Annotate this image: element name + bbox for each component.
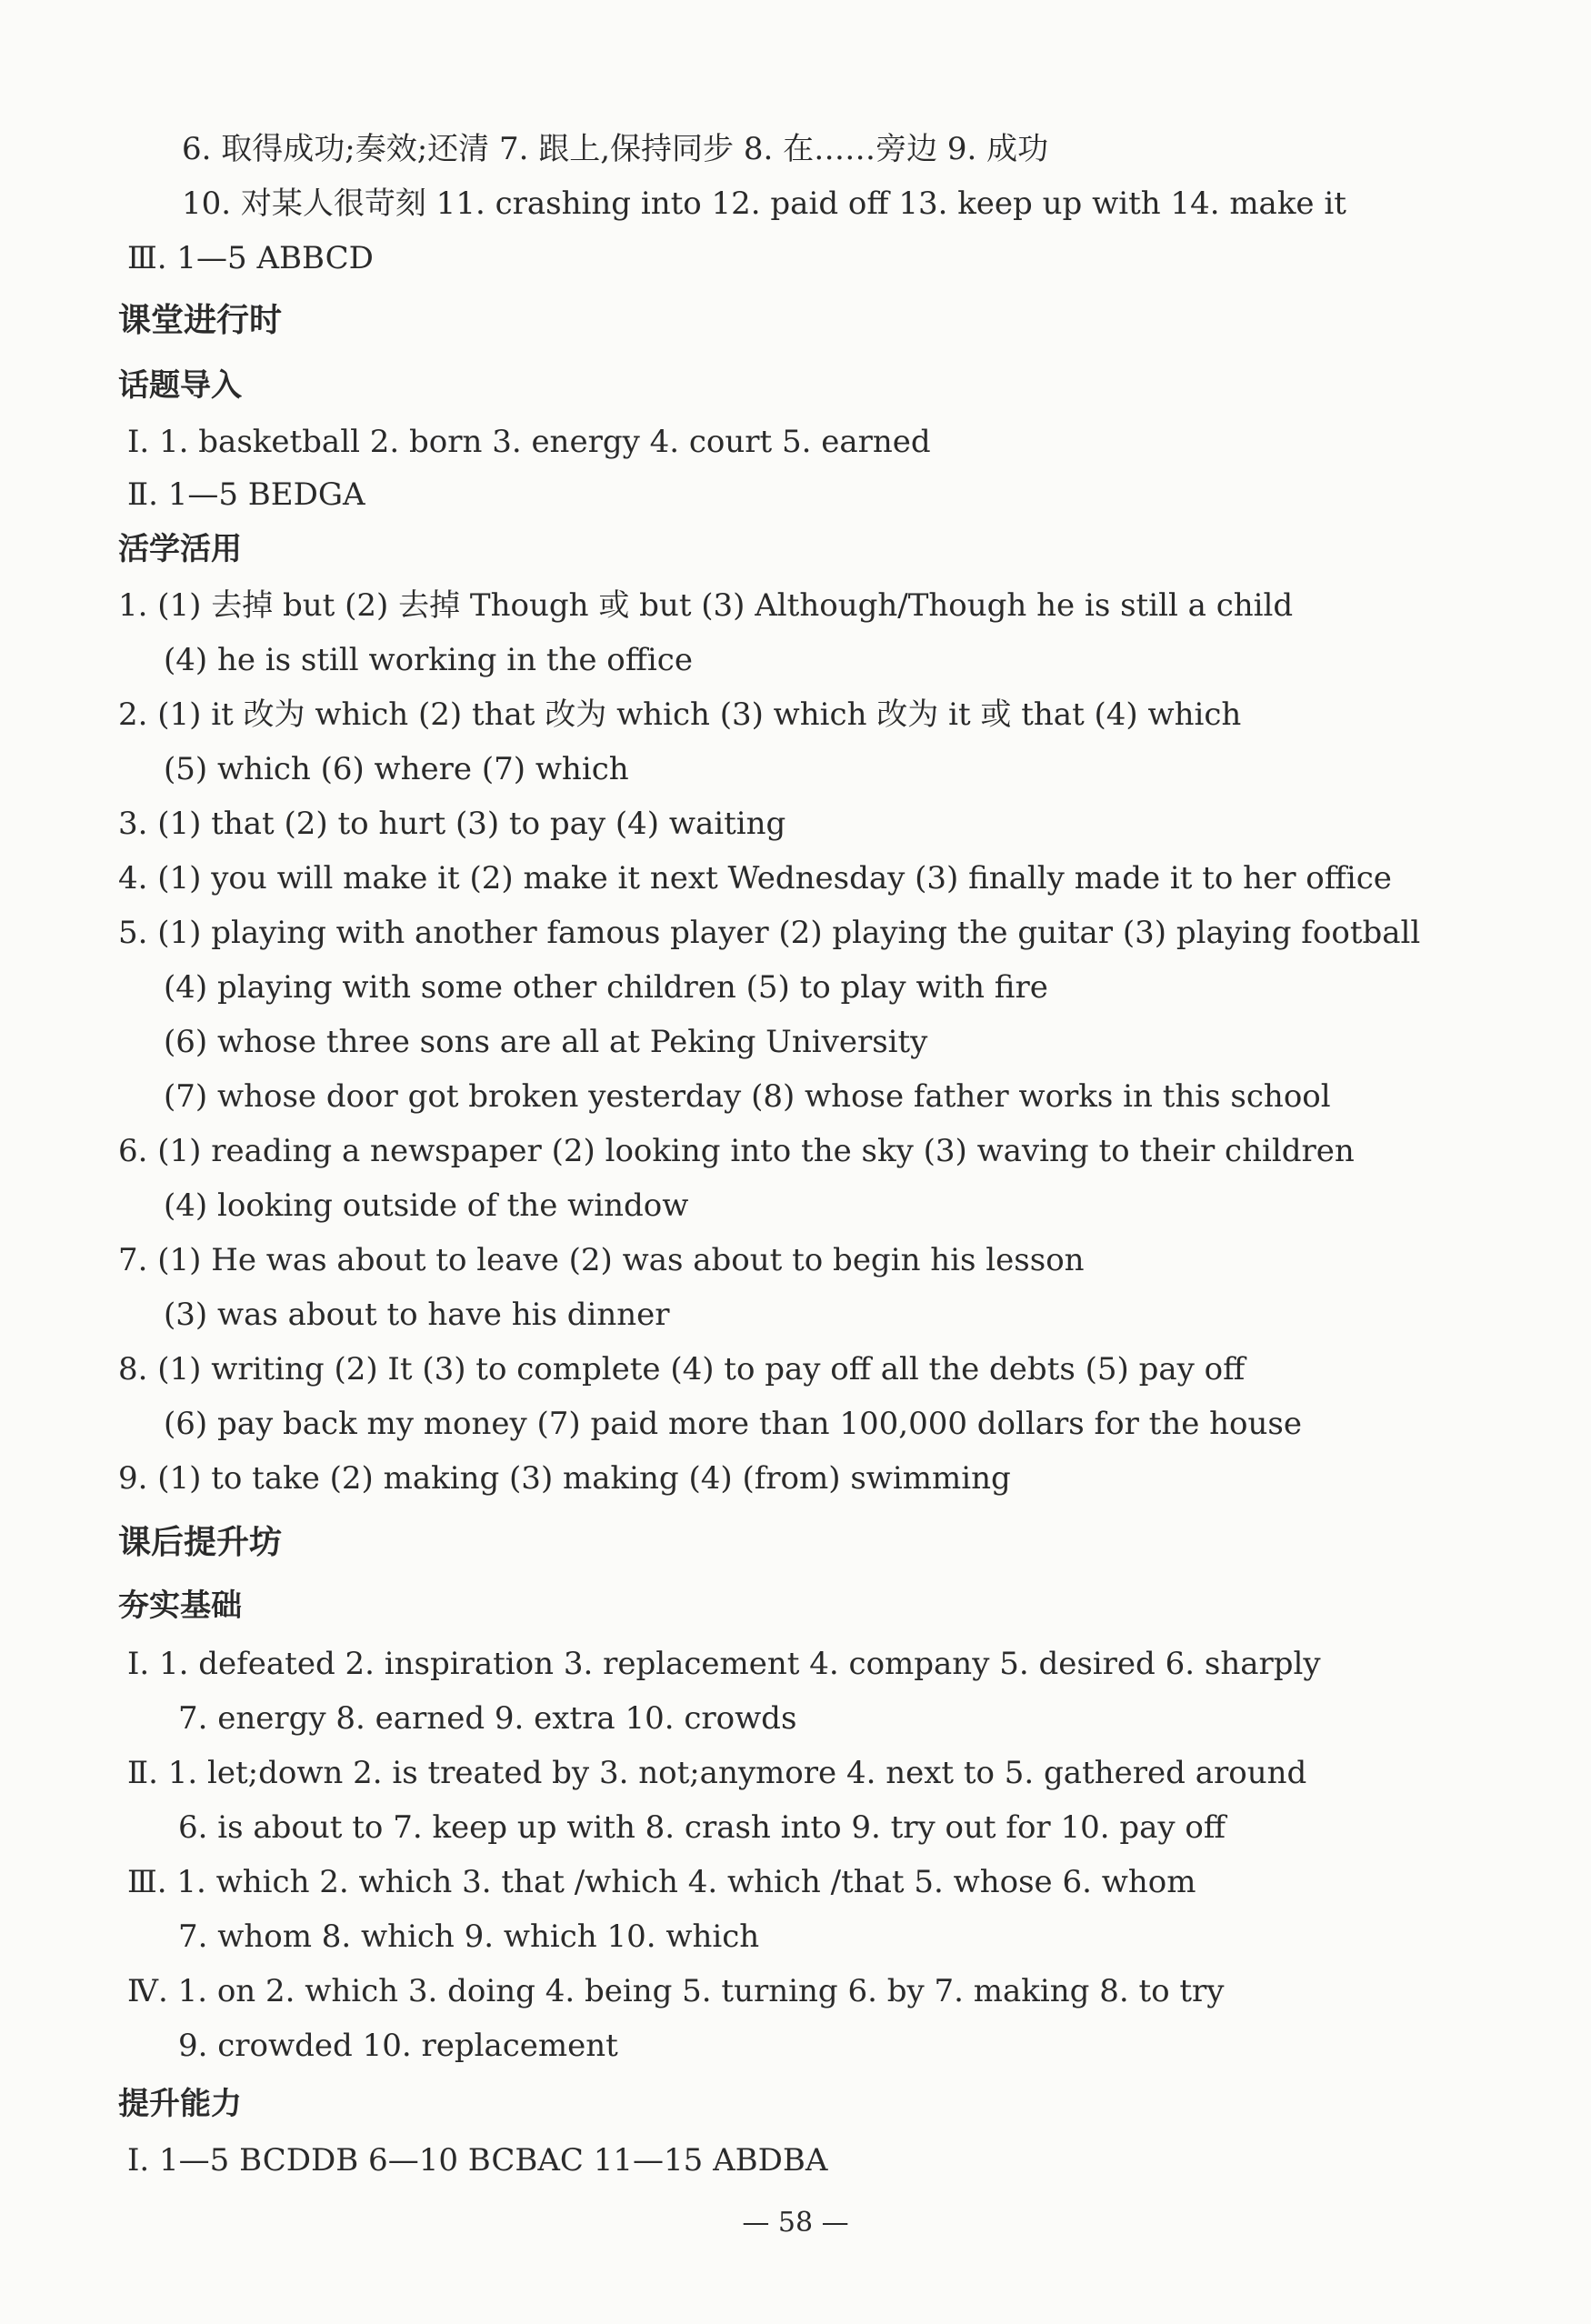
subsection-heading: 话题导入 [118, 367, 242, 404]
section-heading: 课后提升坊 [118, 1524, 283, 1561]
answer-line: 7. energy 8. earned 9. extra 10. crowds [178, 1700, 797, 1737]
answer-line: 6. is about to 7. keep up with 8. crash into 9. try out for 10. pay off [178, 1809, 1226, 1846]
answer-line: 3. (1) that (2) to hurt (3) to pay (4) waiting [118, 806, 786, 842]
answer-line: 9. crowded 10. replacement [178, 2028, 618, 2064]
answer-line: Ⅱ. 1. let;down 2. is treated by 3. not;anymore 4. next to 5. gathered around [127, 1755, 1307, 1791]
page-number: — 58 — [742, 2207, 849, 2239]
answer-line: 7. (1) He was about to leave (2) was about to begin his lesson [118, 1242, 1085, 1278]
answer-line: 1. (1) 去掉 but (2) 去掉 Though 或 but (3) Although/Though he is still a child [118, 587, 1294, 624]
subsection-heading: 夯实基础 [118, 1588, 242, 1624]
answer-line: 8. (1) writing (2) It (3) to complete (4) to pay off all the debts (5) pay off [118, 1351, 1246, 1387]
answer-line: (5) which (6) where (7) which [164, 751, 629, 787]
answer-line: (4) playing with some other children (5) to play with fire [164, 969, 1048, 1006]
subsection-heading: 活学活用 [118, 531, 242, 567]
answer-line: 2. (1) it 改为 which (2) that 改为 which (3) which 改为 it 或 that (4) which [118, 696, 1242, 733]
answer-line: 9. (1) to take (2) making (3) making (4) (from) swimming [118, 1460, 1011, 1497]
answer-line: (7) whose door got broken yesterday (8) whose father works in this school [164, 1078, 1331, 1115]
answer-line: (6) whose three sons are all at Peking University [164, 1024, 928, 1060]
section-heading: 课堂进行时 [118, 302, 283, 339]
answer-line: (4) he is still working in the office [164, 642, 693, 678]
answer-line: Ⅲ. 1. which 2. which 3. that /which 4. which /that 5. whose 6. whom [127, 1864, 1196, 1900]
answer-line: Ⅲ. 1—5 ABBCD [127, 240, 374, 276]
answer-line: 4. (1) you will make it (2) make it next Wednesday (3) finally made it to her office [118, 860, 1392, 897]
answer-line: I. 1. defeated 2. inspiration 3. replacement 4. company 5. desired 6. sharply [127, 1646, 1321, 1682]
answer-line: Ⅱ. 1—5 BEDGA [127, 476, 365, 513]
answer-line: 10. 对某人很苛刻 11. crashing into 12. paid off 13. keep up with 14. make it [182, 185, 1346, 222]
subsection-heading: 提升能力 [118, 2086, 242, 2122]
answer-line: 5. (1) playing with another famous player (2) playing the guitar (3) playing football [118, 915, 1421, 951]
answer-line: I. 1. basketball 2. born 3. energy 4. court 5. earned [127, 424, 931, 460]
answer-line: I. 1—5 BCDDB 6—10 BCBAC 11—15 ABDBA [127, 2142, 828, 2179]
answer-line: 7. whom 8. which 9. which 10. which [178, 1918, 760, 1955]
answer-line: (6) pay back my money (7) paid more than 100,000 dollars for the house [164, 1406, 1302, 1442]
answer-line: Ⅳ. 1. on 2. which 3. doing 4. being 5. turning 6. by 7. making 8. to try [127, 1973, 1225, 2009]
answer-line: (4) looking outside of the window [164, 1187, 689, 1224]
answer-line: (3) was about to have his dinner [164, 1297, 670, 1333]
answer-line: 6. 取得成功;奏效;还清 7. 跟上,保持同步 8. 在……旁边 9. 成功 [182, 131, 1049, 167]
answer-line: 6. (1) reading a newspaper (2) looking into the sky (3) waving to their children [118, 1133, 1355, 1169]
